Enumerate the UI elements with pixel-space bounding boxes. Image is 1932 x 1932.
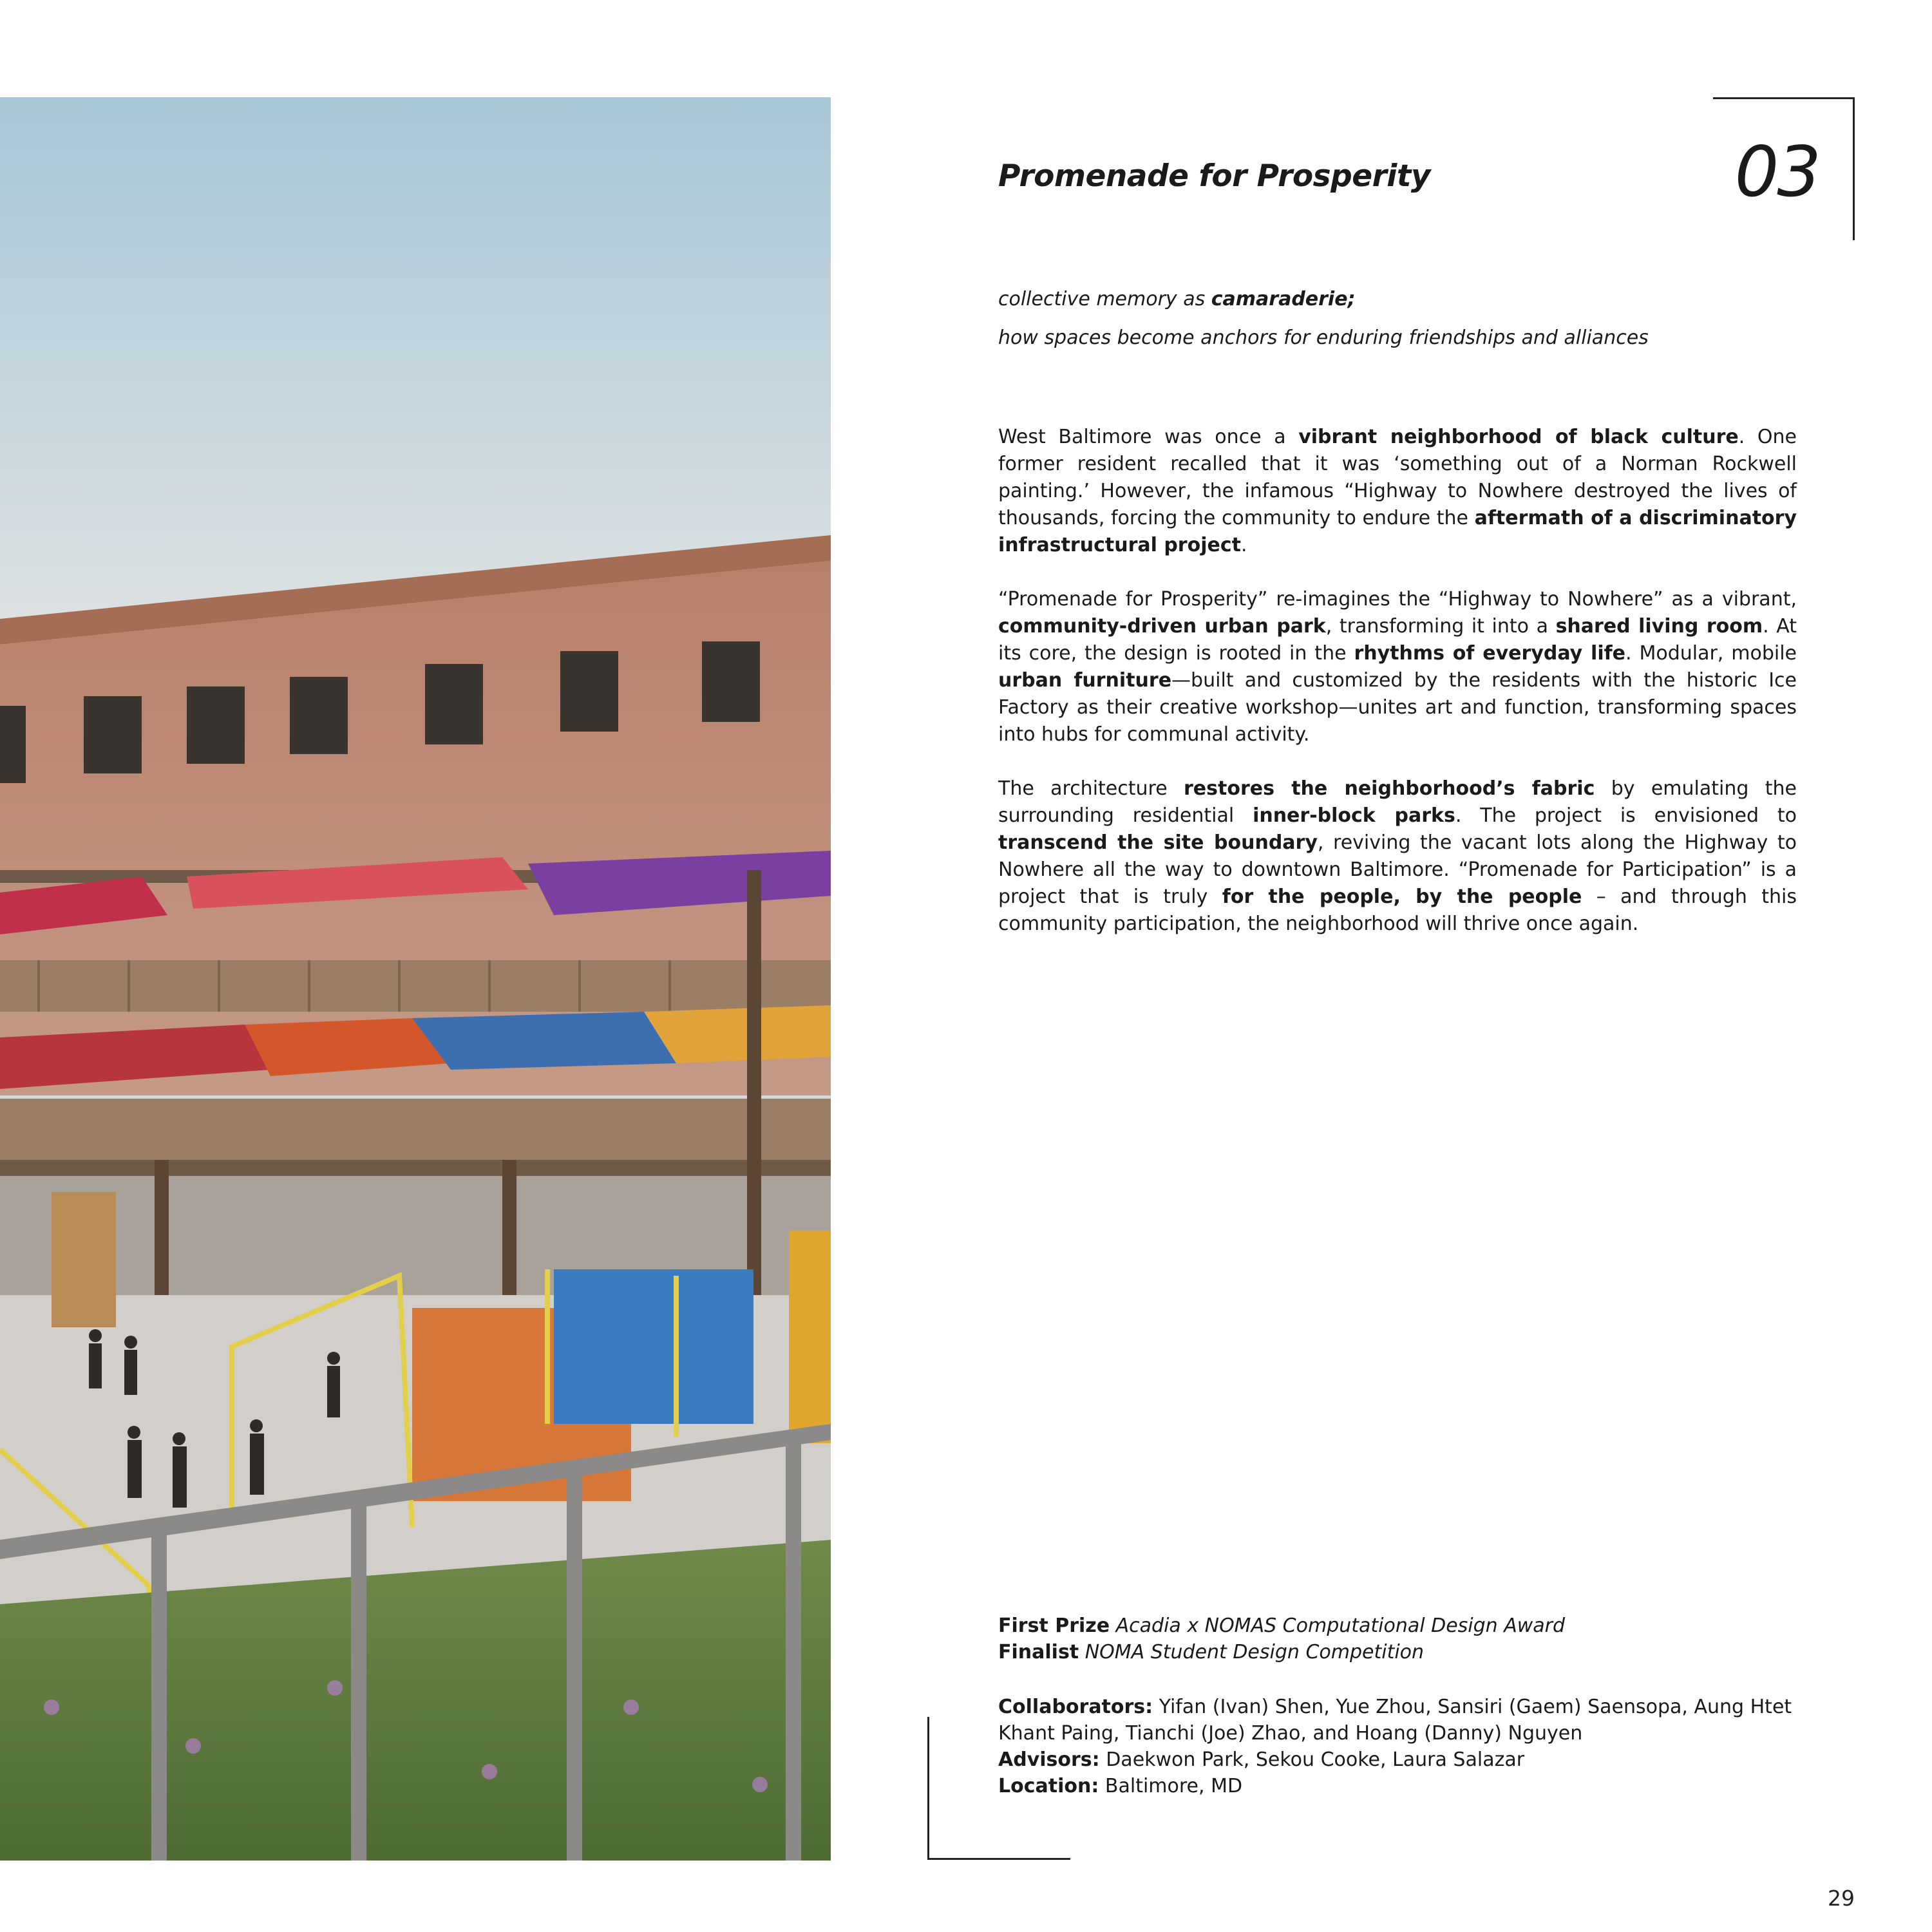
body-text: West Baltimore was once a	[998, 426, 1299, 448]
corner-frame-bottom-horizontal	[927, 1858, 1070, 1860]
emphasis-text: rhythms of everyday life	[1354, 642, 1626, 665]
body-text: , transforming it into a	[1325, 615, 1556, 638]
emphasis-text: shared living room	[1555, 615, 1763, 638]
tagline-prefix: collective memory as	[998, 288, 1211, 310]
corner-frame-top-horizontal	[1713, 97, 1855, 99]
emphasis-text: aftermath of a discriminatory infrastructural project	[998, 507, 1797, 556]
collaborators-names: Yifan (Ivan) Shen, Yue Zhou, Sansiri (Gaem) Saensopa, Aung Htet Khant Paing, Tianchi (Joe) Zhao, and Hoang (Danny) Nguyen	[998, 1696, 1792, 1745]
award-finalist	[998, 1639, 1803, 1665]
advisors-label: Advisors:	[998, 1748, 1100, 1771]
hero-rendering-image	[0, 97, 831, 1861]
emphasis-text: urban furniture	[998, 669, 1172, 692]
location-label: Location:	[998, 1775, 1099, 1797]
body-text: . At its core, the design is rooted in the	[998, 615, 1797, 665]
body-text: “Promenade for Prosperity” re-imagines the “Highway to Nowhere” as a vibrant,	[998, 588, 1797, 611]
emphasis-text: inner-block parks	[1253, 804, 1455, 827]
award-text: Acadia x NOMAS Computational Design Award	[1115, 1615, 1566, 1637]
project-title: Promenade for Prosperity	[998, 158, 1431, 194]
tagline-emphasis: camaraderie;	[1211, 288, 1356, 310]
body-paragraph-3	[998, 775, 1797, 938]
award-label: Finalist	[998, 1641, 1079, 1663]
body-paragraph-1	[998, 424, 1797, 559]
body-text: . Modular, mobile	[1625, 642, 1797, 665]
body-text: —built and customized by the residents with the historic Ice Factory as their creative workshop—unites art and function, transforming spaces into hubs for communal activity.	[998, 669, 1797, 746]
page-number: 29	[1828, 1886, 1855, 1911]
body-text: – and through this community participation, the neighborhood will thrive once again.	[998, 886, 1797, 935]
emphasis-text: restores the neighborhood’s fabric	[1184, 777, 1595, 800]
body-paragraph-2	[998, 586, 1797, 748]
collaborators-label: Collaborators:	[998, 1696, 1153, 1718]
tagline-line-2: how spaces become anchors for enduring friendships and alliances	[998, 327, 1649, 349]
corner-frame-bottom-vertical	[927, 1717, 929, 1860]
body-text: . One former resident recalled that it was ‘something out of a Norman Rockwell painting.’ However, the infamous “Highway to Nowhere destroyed the lives of thousands, forcing the community to endure the	[998, 426, 1797, 529]
award-text: NOMA Student Design Competition	[1084, 1641, 1425, 1663]
corner-frame-top-vertical	[1853, 97, 1855, 240]
body-text: .	[1240, 534, 1247, 556]
project-number: 03	[1734, 132, 1819, 213]
collaborators-row	[998, 1694, 1803, 1747]
location-row	[998, 1773, 1803, 1799]
emphasis-text: community-driven urban park	[998, 615, 1326, 638]
location-value: Baltimore, MD	[1104, 1775, 1243, 1797]
body-text: , reviving the vacant lots along the Highway to Nowhere all the way to downtown Baltimore. “Promenade for Participation” is a project that is truly	[998, 831, 1797, 908]
emphasis-text: for the people, by the people	[1222, 886, 1582, 908]
award-first-prize	[998, 1613, 1803, 1639]
body-text: . The project is envisioned to	[1455, 804, 1797, 827]
advisors-row	[998, 1747, 1803, 1773]
body-text: by emulating the surrounding residential	[998, 777, 1797, 827]
credits-block	[998, 1694, 1803, 1799]
award-label: First Prize	[998, 1615, 1110, 1637]
advisors-names: Daekwon Park, Sekou Cooke, Laura Salazar	[1106, 1748, 1525, 1771]
awards-block	[998, 1613, 1803, 1665]
body-text: The architecture	[998, 777, 1184, 800]
emphasis-text: transcend the site boundary	[998, 831, 1318, 854]
tagline-line-1	[998, 287, 1797, 312]
emphasis-text: vibrant neighborhood of black culture	[1298, 426, 1739, 448]
